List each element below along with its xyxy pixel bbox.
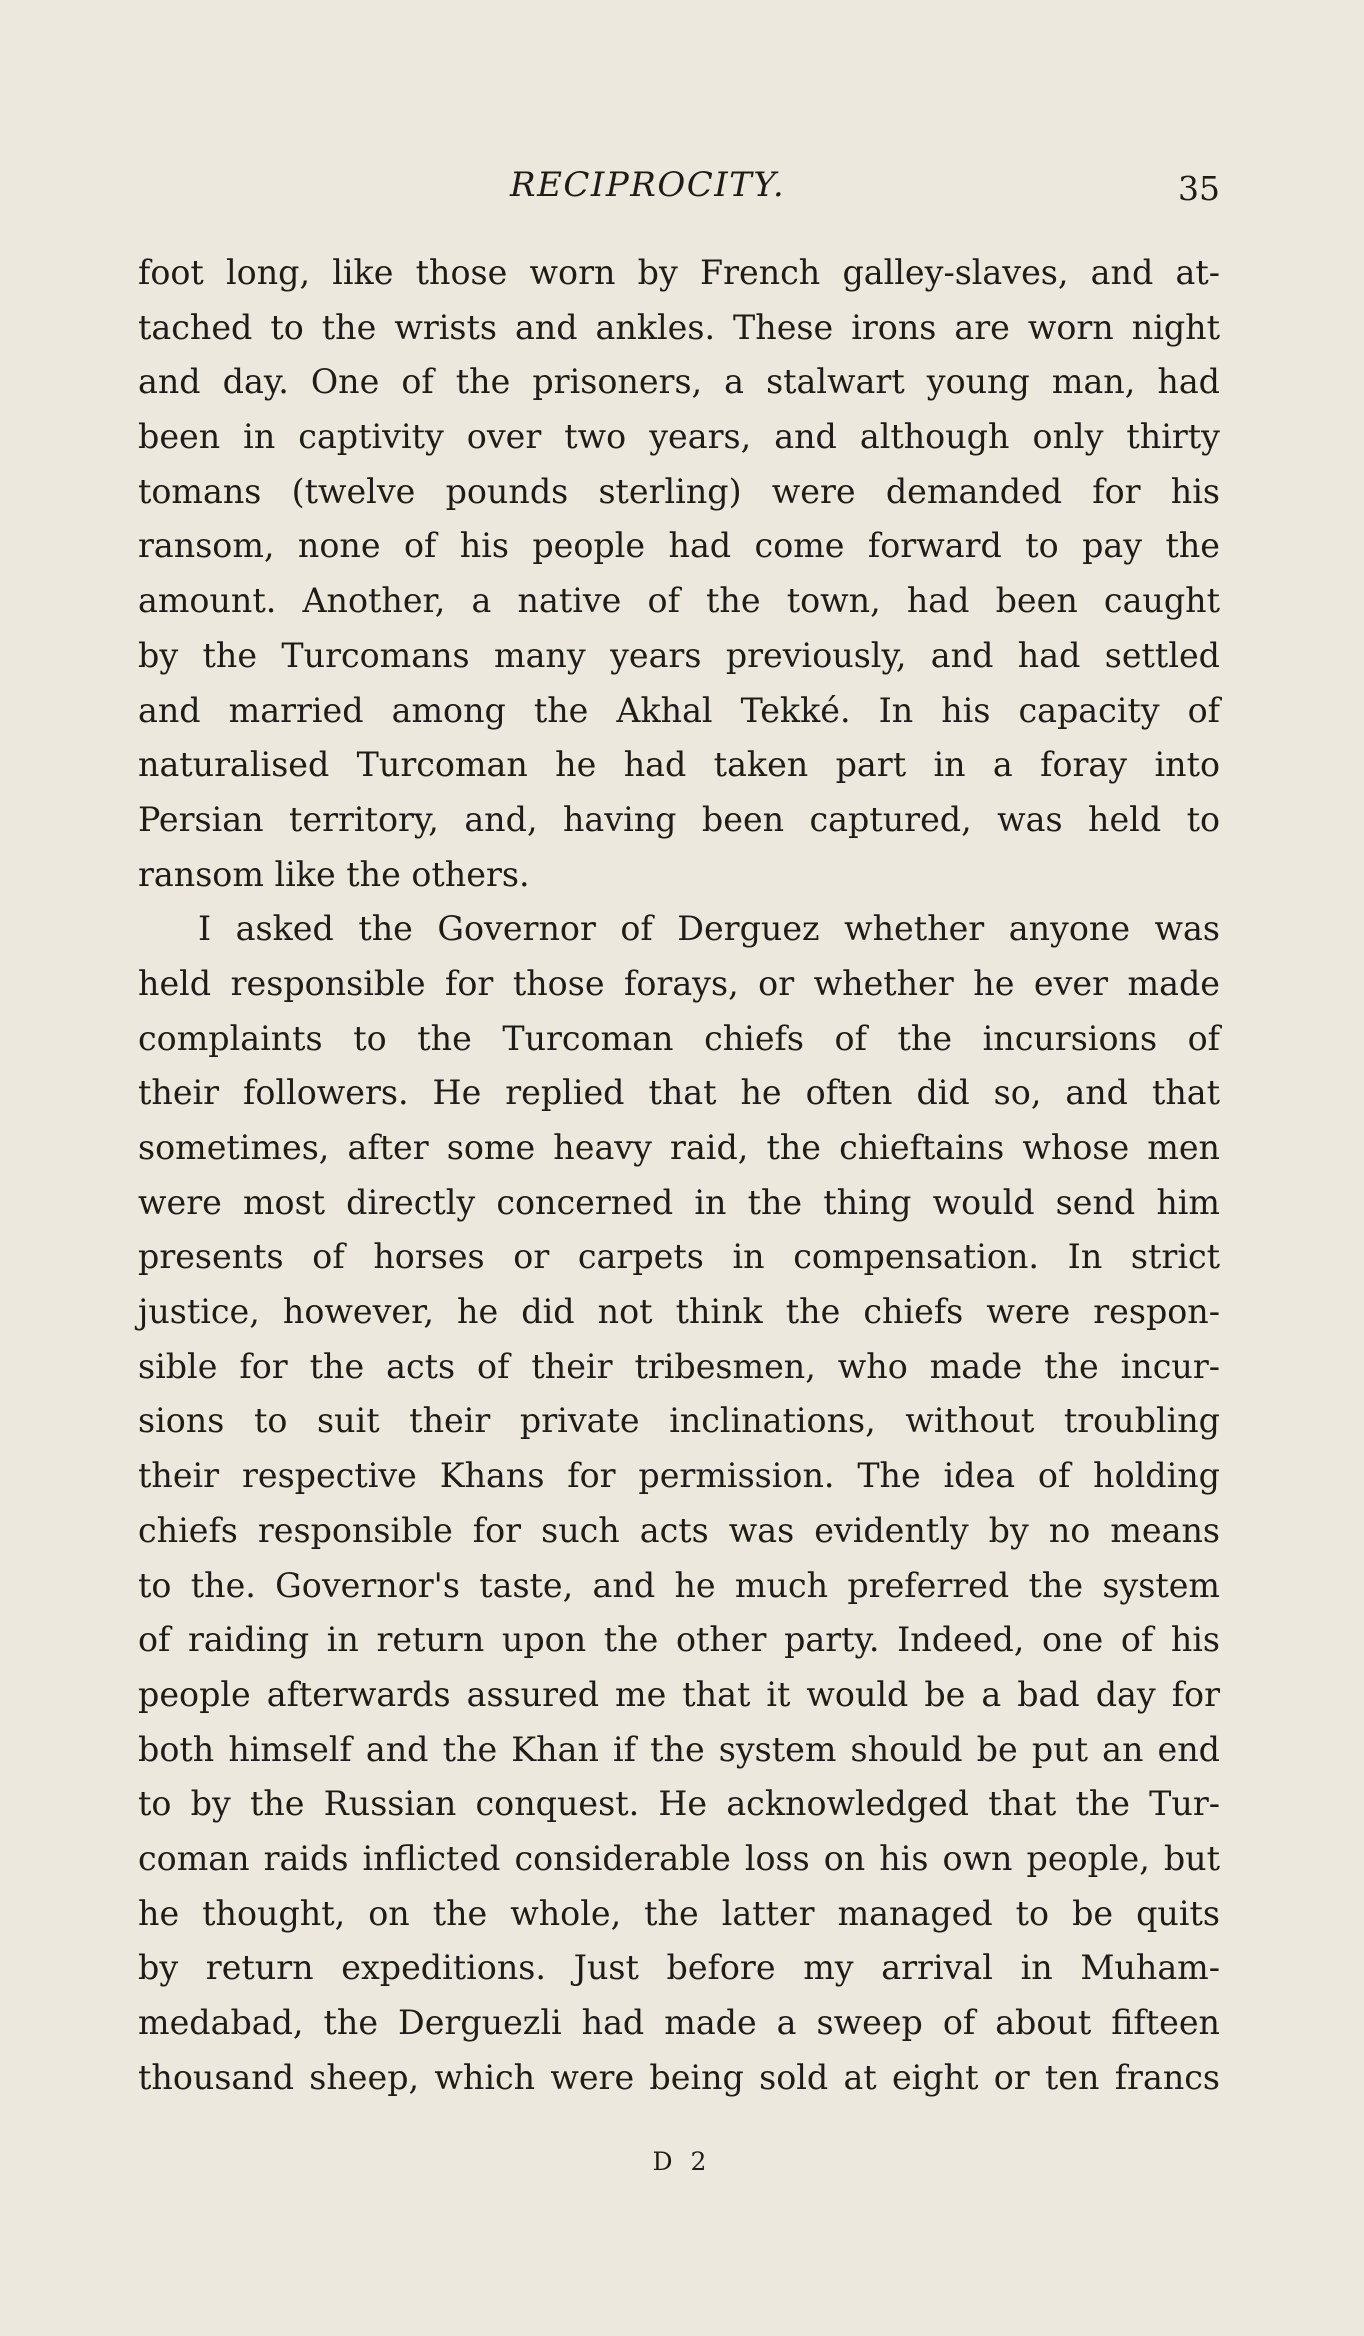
text-line: their followers. He replied that he often did so, and that (138, 1073, 1220, 1113)
signature-mark: D 2 (652, 2147, 712, 2176)
text-line: tached to the wrists and ankles. These irons are worn night (138, 307, 1220, 347)
text-line: complaints to the Turcoman chiefs of the incursions of (138, 1018, 1220, 1058)
text-line: coman raids inflicted considerable loss on his own people, but (138, 1838, 1220, 1878)
text-line: been in captivity over two years, and although only thirty (138, 417, 1220, 457)
text-line: sible for the acts of their tribesmen, who made the incur- (138, 1346, 1220, 1386)
body-text (138, 246, 1220, 2105)
paragraph-start-line: I asked the Governor of Derguez whether anyone was (198, 909, 1220, 949)
running-head (0, 165, 1364, 215)
text-line: people afterwards assured me that it would be a bad day for (138, 1674, 1220, 1714)
paragraph-end-line: ransom like the others. (138, 854, 530, 894)
text-line: chiefs responsible for such acts was evidently by no means (138, 1510, 1220, 1550)
text-line: foot long, like those worn by French galley-slaves, and at- (138, 253, 1220, 292)
text-line: presents of horses or carpets in compensation. In strict (138, 1237, 1220, 1277)
text-line: to the. Governor's taste, and he much preferred the system (138, 1565, 1220, 1605)
text-line: justice, however, he did not think the chiefs were respon- (138, 1292, 1220, 1332)
text-line: he thought, on the whole, the latter managed to be quits (138, 1893, 1220, 1933)
text-line: to by the Russian conquest. He acknowledged that the Tur- (138, 1784, 1220, 1824)
text-line: by the Turcomans many years previously, and had settled (138, 635, 1220, 675)
text-line: of raiding in return upon the other party. Indeed, one of his (138, 1620, 1220, 1660)
text-line: amount. Another, a native of the town, had been caught (138, 581, 1220, 621)
text-line: ransom, none of his people had come forward to pay the (138, 526, 1220, 566)
text-line: naturalised Turcoman he had taken part in a foray into (138, 745, 1220, 785)
text-line: by return expeditions. Just before my arrival in Muham- (138, 1948, 1220, 1988)
text-line: both himself and the Khan if the system should be put an end (138, 1729, 1220, 1769)
text-line: Persian territory, and, having been captured, was held to (138, 799, 1220, 839)
text-line: were most directly concerned in the thing would send him (138, 1182, 1220, 1222)
text-line: and married among the Akhal Tekké. In his capacity of (138, 690, 1220, 730)
text-line: tomans (twelve pounds sterling) were demanded for his (138, 471, 1220, 511)
text-line: sions to suit their private inclinations, without troubling (138, 1401, 1220, 1441)
page-number: 35 (1178, 169, 1220, 208)
text-line: held responsible for those forays, or whether he ever made (138, 963, 1220, 1003)
text-line: their respective Khans for permission. The idea of holding (138, 1456, 1220, 1496)
text-line: medabad, the Derguezli had made a sweep of about fifteen (138, 2003, 1220, 2042)
text-line: thousand sheep, which were being sold at eight or ten francs (138, 2057, 1220, 2097)
running-title: RECIPROCITY. (510, 165, 786, 205)
text-line: and day. One of the prisoners, a stalwart young man, had (138, 362, 1220, 402)
text-line: sometimes, after some heavy raid, the chieftains whose men (138, 1128, 1220, 1167)
